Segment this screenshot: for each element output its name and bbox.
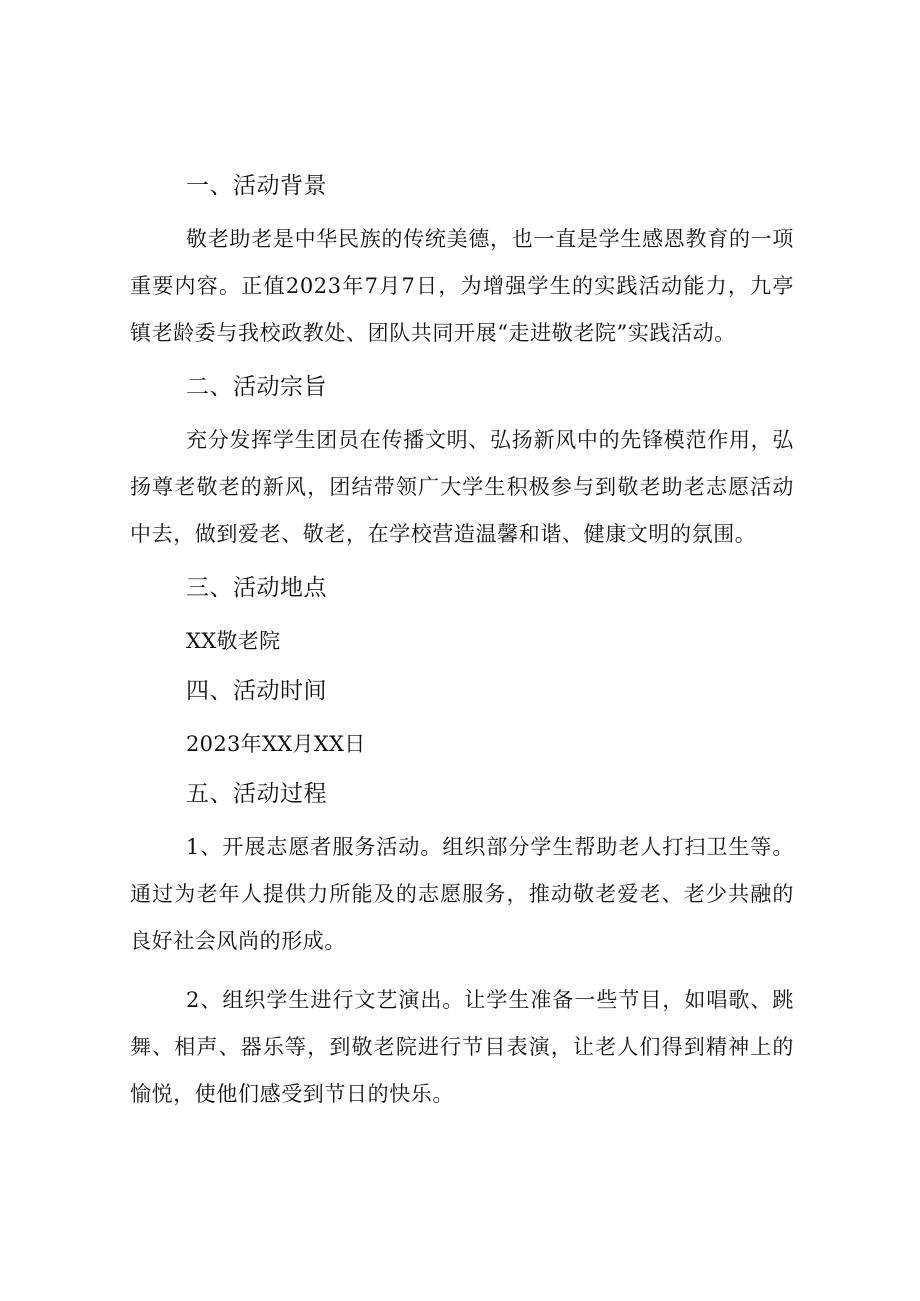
process-step-1: 1、开展志愿者服务活动。组织部分学生帮助老人打扫卫生等。通过为老年人提供力所能及的志愿服务，推动敬老爱老、老少共融的良好社会风尚的形成。 bbox=[130, 835, 794, 953]
section-body-location: XX敬老院 bbox=[186, 629, 281, 653]
section-heading-purpose: 二、活动宗旨 bbox=[186, 374, 327, 400]
section-heading-process: 五、活动过程 bbox=[186, 781, 327, 807]
section-heading-time: 四、活动时间 bbox=[186, 678, 327, 704]
process-step-2: 2、组织学生进行文艺演出。让学生准备一些节目，如唱歌、跳舞、相声、器乐等，到敬老院进行节目表演，让老人们得到精神上的愉悦，使他们感受到节日的快乐。 bbox=[130, 988, 794, 1106]
section-body-time: 2023年XX月XX日 bbox=[186, 732, 366, 756]
section-heading-location: 三、活动地点 bbox=[186, 575, 327, 601]
section-heading-background: 一、活动背景 bbox=[186, 173, 327, 199]
section-body-purpose: 充分发挥学生团员在传播文明、弘扬新风中的先锋模范作用，弘扬尊老敬老的新风，团结带领广大学生积极参与到敬老助老志愿活动中去，做到爱老、敬老，在学校营造温馨和谐、健康文明的氛围。 bbox=[130, 428, 794, 546]
section-body-background: 敬老助老是中华民族的传统美德，也一直是学生感恩教育的一项重要内容。正值2023年7月7日，为增强学生的实践活动能力，九亭镇老龄委与我校政教处、团队共同开展“走进敬老院”实践活动。 bbox=[130, 227, 794, 345]
